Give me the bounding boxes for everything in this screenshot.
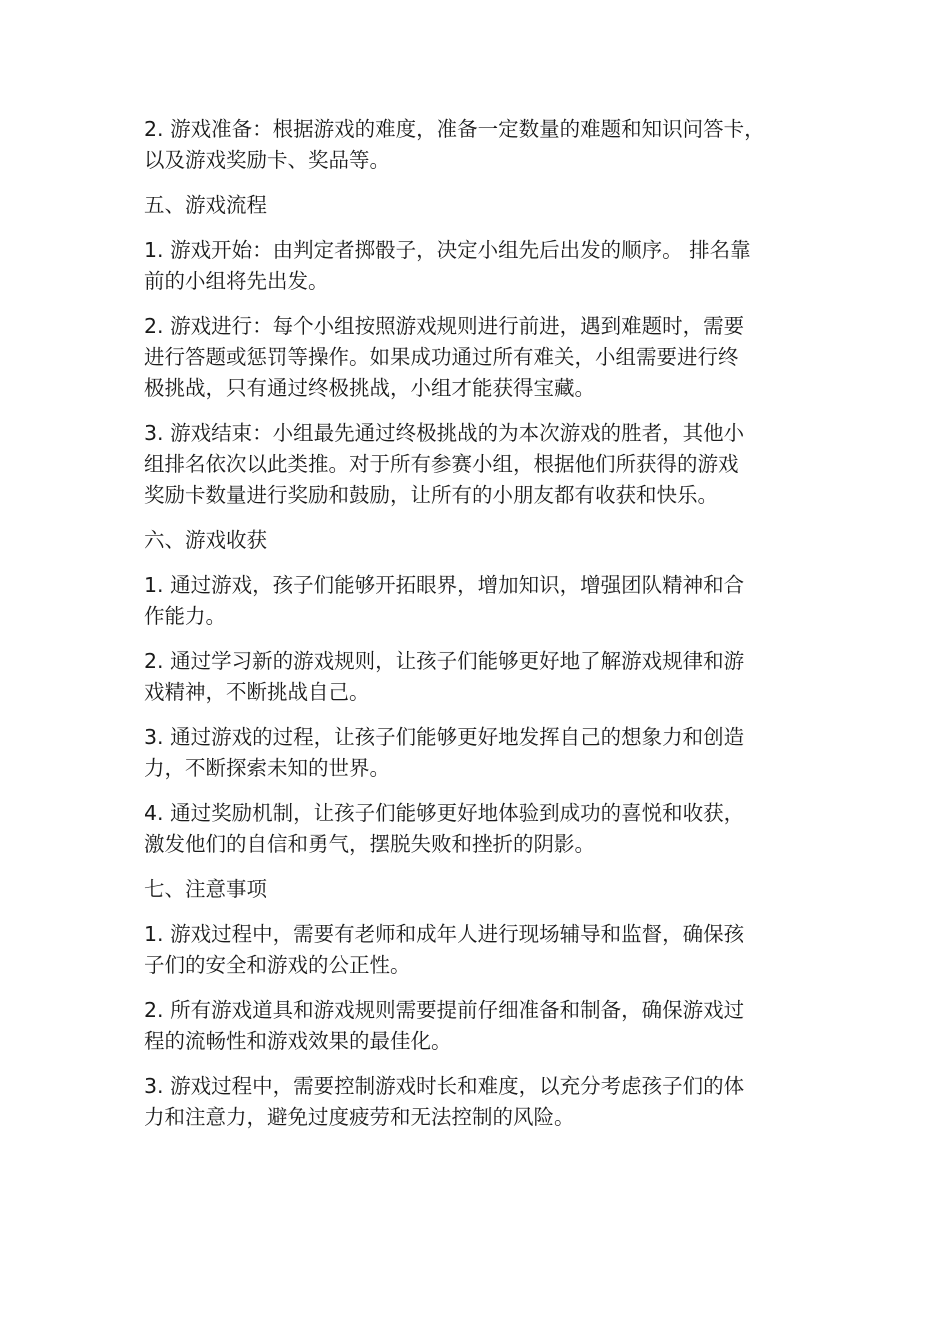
paragraph-prep-item-2: 2. 游戏准备：根据游戏的难度，准备一定数量的难题和知识问答卡， 以及游戏奖励卡、奖品等。 — [144, 117, 765, 172]
paragraph-process-item-3: 3. 游戏结束：小组最先通过终极挑战的为本次游戏的胜者，其他小 组排名依次以此类推。对于所有参赛小组，根据他们所获得的游戏 奖励卡数量进行奖励和鼓励，让所有的小朋友都有收获和快乐。 — [144, 421, 745, 507]
paragraph-gains-item-1: 1. 通过游戏，孩子们能够开拓眼界，增加知识，增强团队精神和合 作能力。 — [144, 573, 745, 628]
paragraph-notes-item-2: 2. 所有游戏道具和游戏规则需要提前仔细准备和制备，确保游戏过 程的流畅性和游戏效果的最佳化。 — [144, 998, 745, 1053]
document-body — [144, 114, 824, 1147]
section-heading-gains: 六、游戏收获 — [144, 528, 267, 552]
paragraph-notes-item-1: 1. 游戏过程中，需要有老师和成年人进行现场辅导和监督，确保孩 子们的安全和游戏的公正性。 — [144, 922, 745, 977]
paragraph-notes-item-3: 3. 游戏过程中，需要控制游戏时长和难度，以充分考虑孩子们的体 力和注意力，避免过度疲劳和无法控制的风险。 — [144, 1074, 745, 1129]
section-heading-process: 五、游戏流程 — [144, 193, 267, 217]
paragraph-gains-item-3: 3. 通过游戏的过程，让孩子们能够更好地发挥自己的想象力和创造 力，不断探索未知的世界。 — [144, 725, 745, 780]
section-heading-notes: 七、注意事项 — [144, 877, 267, 901]
paragraph-gains-item-2: 2. 通过学习新的游戏规则，让孩子们能够更好地了解游戏规律和游 戏精神，不断挑战自己。 — [144, 649, 745, 704]
paragraph-gains-item-4: 4. 通过奖励机制，让孩子们能够更好地体验到成功的喜悦和收获， 激发他们的自信和勇气，摆脱失败和挫折的阴影。 — [144, 801, 745, 856]
paragraph-process-item-1: 1. 游戏开始：由判定者掷骰子，决定小组先后出发的顺序。 排名靠 前的小组将先出发。 — [144, 238, 751, 293]
paragraph-process-item-2: 2. 游戏进行：每个小组按照游戏规则进行前进，遇到难题时，需要 进行答题或惩罚等操作。如果成功通过所有难关，小组需要进行终 极挑战，只有通过终极挑战，小组才能获得宝藏。 — [144, 314, 745, 400]
